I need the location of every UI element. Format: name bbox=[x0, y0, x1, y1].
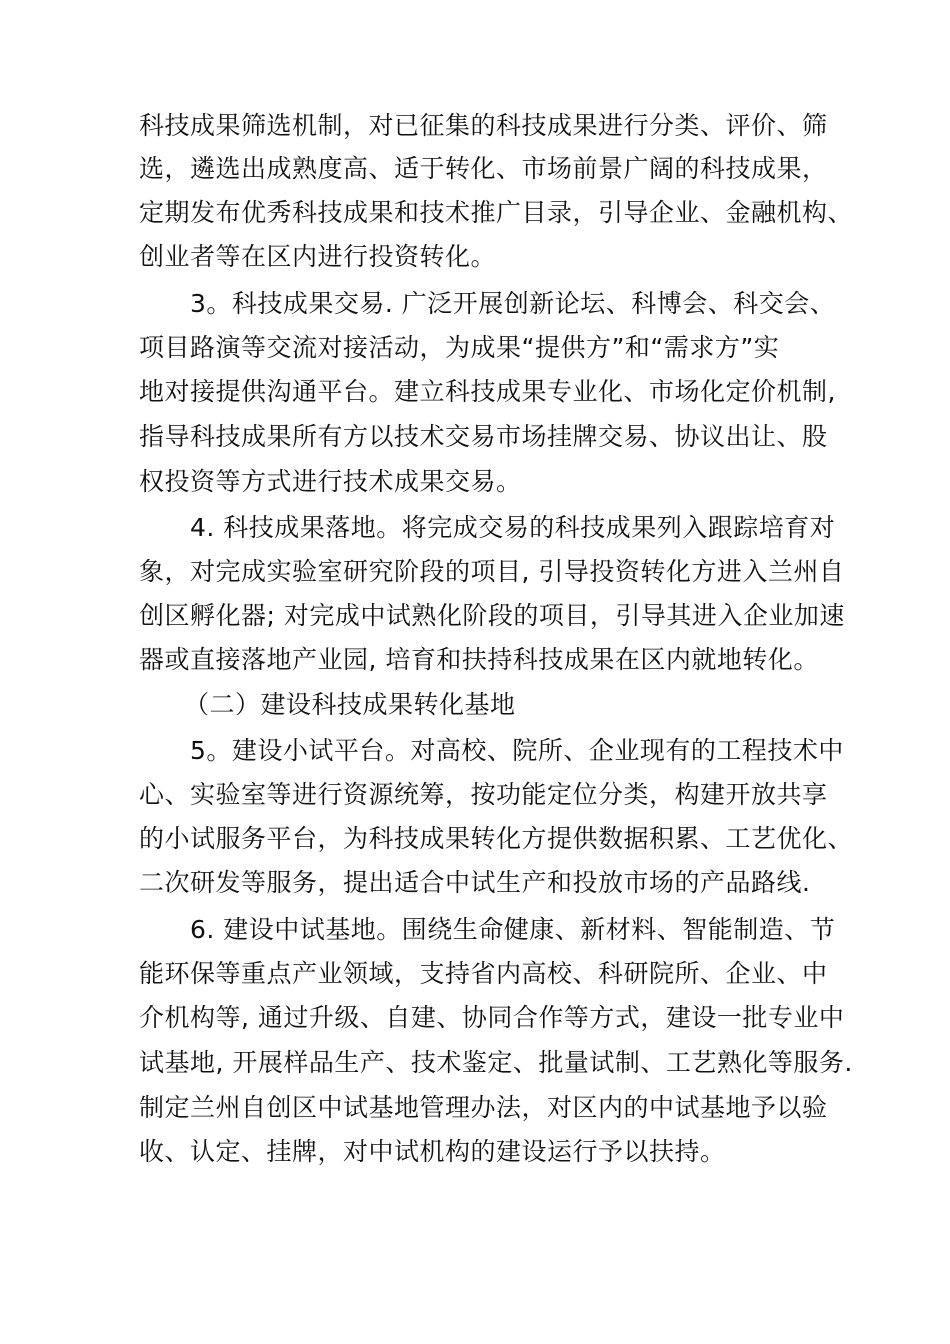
paragraph-start-line: 3。科技成果交易. 广泛开展创新论坛、科博会、科交会、 bbox=[190, 289, 836, 318]
text-line: 创区孵化器; 对完成中试熟化阶段的项目，引导其进入企业加速 bbox=[139, 601, 845, 630]
text-line: 的小试服务平台，为科技成果转化方提供数据积累、工艺优化、 bbox=[139, 824, 854, 853]
text-line: 选，遴选出成熟度高、适于转化、市场前景广阔的科技成果， bbox=[139, 154, 828, 183]
text-line: 收、认定、挂牌，对中试机构的建设运行予以扶持。 bbox=[139, 1137, 726, 1166]
section-heading: （二）建设科技成果转化基地 bbox=[184, 690, 516, 719]
text-line: 心、实验室等进行资源统筹，按功能定位分类，构建开放共享 bbox=[139, 780, 828, 809]
text-line: 制定兰州自创区中试基地管理办法，对区内的中试基地予以验 bbox=[139, 1093, 828, 1122]
text-line: 项目路演等交流对接活动，为成果“提供方”和“需求方”实 bbox=[139, 333, 780, 362]
text-line: 地对接提供沟通平台。建立科技成果专业化、市场化定价机制, bbox=[139, 377, 836, 406]
text-line: 介机构等, 通过升级、自建、协同合作等方式，建设一批专业中 bbox=[139, 1003, 845, 1032]
paragraph-start-line: 5。建设小试平台。对高校、院所、企业现有的工程技术中 bbox=[190, 736, 844, 765]
paragraph-start-line: 4. 科技成果落地。将完成交易的科技成果列入跟踪培育对 bbox=[190, 513, 836, 542]
text-line: 指导科技成果所有方以技术交易市场挂牌交易、协议出让、股 bbox=[139, 422, 828, 451]
text-line: 象，对完成实验室研究阶段的项目, 引导投资转化方进入兰州自 bbox=[139, 557, 845, 586]
text-line: 器或直接落地产业园, 培育和扶持科技成果在区内就地转化。 bbox=[139, 645, 819, 674]
text-line: 创业者等在区内进行投资转化。 bbox=[139, 242, 497, 271]
text-line: 能环保等重点产业领域，支持省内高校、科研院所、企业、中 bbox=[139, 959, 828, 988]
paragraph-start-line: 6. 建设中试基地。围绕生命健康、新材料、智能制造、节 bbox=[190, 915, 836, 944]
text-line: 二次研发等服务，提出适合中试生产和投放市场的产品路线. bbox=[139, 868, 811, 897]
text-line: 试基地, 开展样品生产、技术鉴定、批量试制、工艺熟化等服务. bbox=[139, 1048, 853, 1077]
text-line: 科技成果筛选机制，对已征集的科技成果进行分类、评价、筛 bbox=[139, 111, 828, 140]
text-line: 权投资等方式进行技术成果交易。 bbox=[139, 467, 522, 496]
text-line: 定期发布优秀科技成果和技术推广目录，引导企业、金融机构、 bbox=[139, 198, 854, 227]
